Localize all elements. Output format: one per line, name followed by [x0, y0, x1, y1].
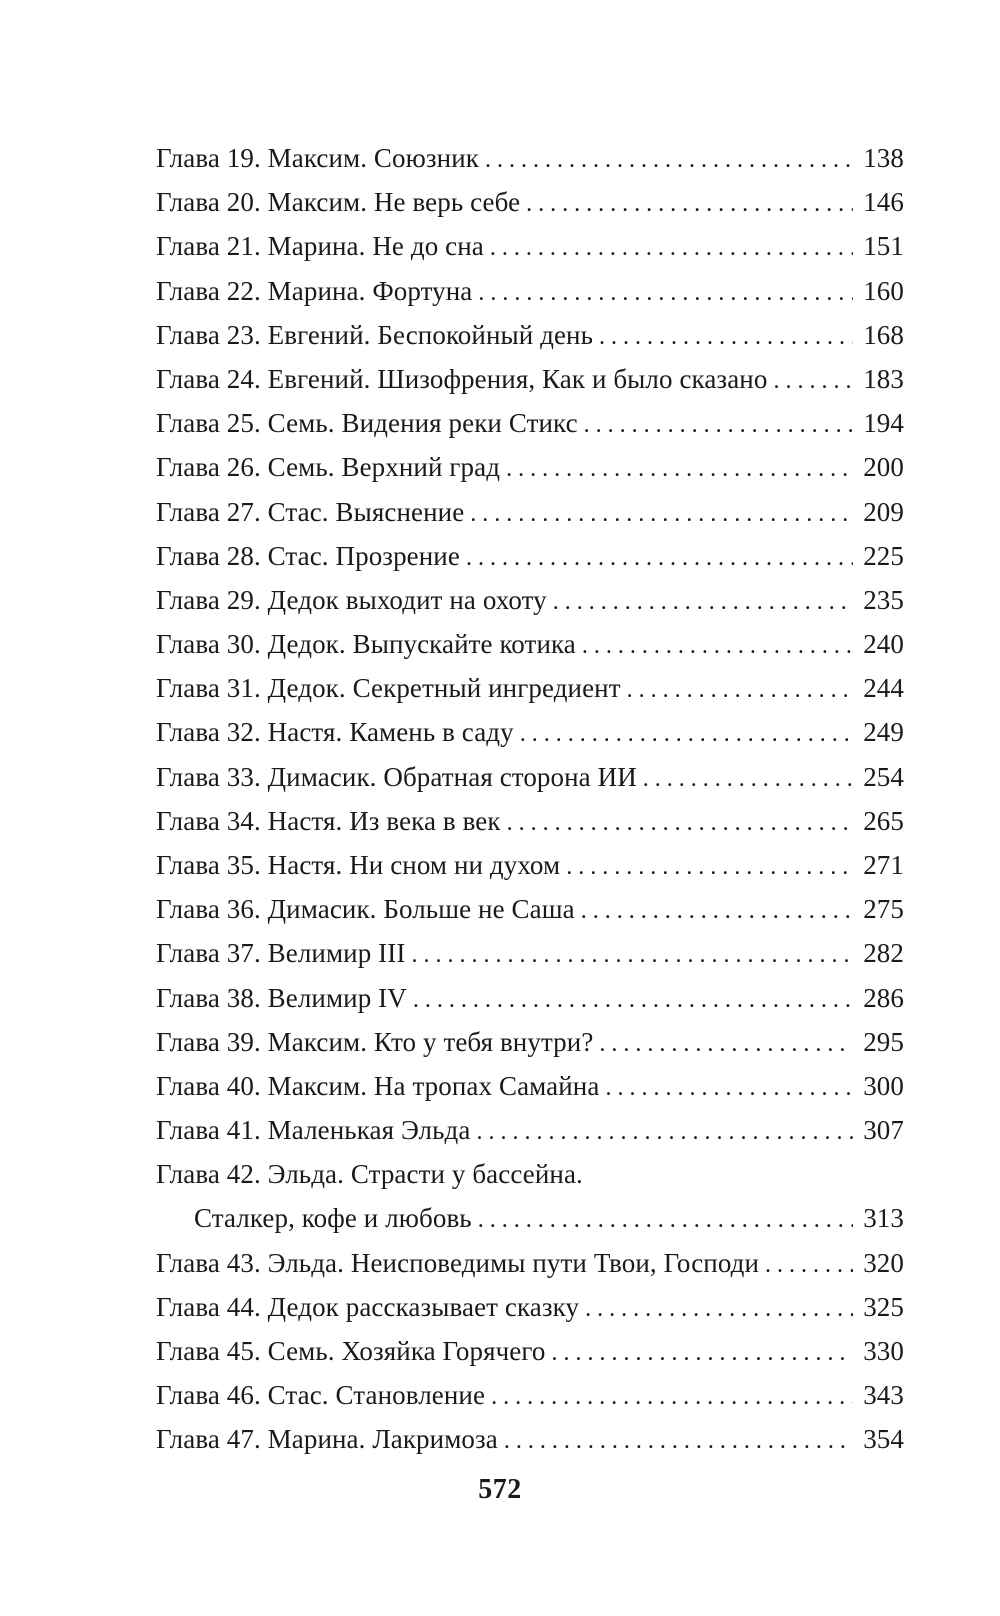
toc-entry	[156, 269, 904, 313]
toc-entry-title: Глава 28. Стас. Прозрение	[156, 540, 460, 571]
dot-leader	[476, 1110, 853, 1152]
toc-entry-page: 330	[863, 1335, 904, 1366]
dot-leader	[490, 226, 853, 268]
toc-entry-title: Глава 19. Максим. Союзник	[156, 143, 479, 173]
dot-leader	[470, 492, 853, 534]
toc-entry	[156, 1285, 904, 1329]
toc-entry-page: 307	[863, 1115, 904, 1146]
toc-entry-row	[156, 401, 904, 445]
toc-entry	[156, 1020, 904, 1064]
toc-entry-row	[156, 1373, 904, 1417]
toc-entry-title: Глава 41. Маленькая Эльда	[156, 1115, 471, 1146]
toc-entry-page: 200	[863, 452, 904, 483]
toc-entry-page: 160	[863, 275, 904, 306]
dot-leader	[582, 624, 853, 666]
toc-entry	[156, 710, 904, 754]
toc-entry-row	[156, 136, 904, 180]
toc-entry	[156, 1064, 904, 1108]
toc-entry	[156, 799, 904, 843]
toc-entry-row	[156, 1064, 904, 1108]
toc-entry-row	[156, 1417, 904, 1461]
toc-entry-page: 194	[863, 408, 904, 439]
toc-entry	[156, 666, 904, 710]
toc-entry-page: 240	[863, 629, 904, 660]
toc-entry-title: Глава 38. Велимир IV	[156, 982, 407, 1013]
toc-entry-row	[156, 534, 904, 578]
toc-entry-row	[156, 1241, 904, 1285]
toc-entry-page: 225	[863, 540, 904, 571]
toc-entry	[156, 755, 904, 799]
dot-leader	[506, 447, 853, 489]
dot-leader	[526, 182, 853, 224]
dot-leader	[765, 1243, 853, 1285]
dot-leader	[605, 1066, 853, 1108]
toc-entry-title: Глава 29. Дедок выходит на охоту	[156, 584, 547, 615]
toc-entry-title: Глава 26. Семь. Верхний град	[156, 452, 501, 483]
toc-entry-row	[156, 799, 904, 843]
toc-entry	[156, 1373, 904, 1417]
toc-entry-page: 320	[863, 1247, 904, 1278]
toc-entry-row	[156, 578, 904, 622]
toc-entry	[156, 1152, 904, 1240]
toc-entry-title: Глава 47. Марина. Лакримоза	[156, 1424, 498, 1455]
toc-entry-page: 265	[863, 805, 904, 836]
toc-entry-page: 343	[863, 1380, 904, 1411]
toc-entry-title: Глава 43. Эльда. Неисповедимы пути Твои, Господи	[156, 1247, 760, 1278]
toc-entry-row	[156, 1020, 904, 1064]
toc-entry	[156, 887, 904, 931]
toc-entry	[156, 136, 904, 180]
toc-entry	[156, 931, 904, 975]
dot-leader	[581, 889, 854, 931]
toc-entry-title: Глава 32. Настя. Камень в саду	[156, 717, 514, 748]
toc-entry	[156, 313, 904, 357]
dot-leader	[566, 845, 853, 887]
dot-leader	[599, 315, 853, 357]
toc-entry-title: Глава 34. Настя. Из века в век	[156, 805, 501, 836]
toc-entry	[156, 843, 904, 887]
dot-leader	[551, 1331, 853, 1373]
toc-entry	[156, 490, 904, 534]
toc-entry	[156, 1241, 904, 1285]
toc-entry-title: Глава 40. Максим. На тропах Самайна	[156, 1070, 600, 1101]
toc-entry-page: 275	[863, 894, 904, 925]
toc-entry-title: Глава 24. Евгений. Шизофрения, Как и было сказано	[156, 363, 768, 394]
toc-entry-title: Глава 44. Дедок рассказывает сказку	[156, 1291, 580, 1322]
dot-leader	[411, 933, 853, 975]
toc-entry	[156, 976, 904, 1020]
toc-entry-title: Глава 33. Димасик. Обратная сторона ИИ	[156, 761, 637, 792]
toc-entry	[156, 1108, 904, 1152]
dot-leader	[773, 359, 853, 401]
toc-entry-row	[156, 313, 904, 357]
toc-entry	[156, 1417, 904, 1461]
toc-entry-title: Глава 27. Стас. Выяснение	[156, 496, 465, 527]
toc-entry-page: 249	[863, 717, 904, 748]
toc-entry-page: 209	[863, 496, 904, 527]
toc-entry-row	[156, 180, 904, 224]
toc-entry-title: Глава 36. Димасик. Больше не Саша	[156, 894, 575, 925]
dot-leader	[485, 138, 853, 180]
toc-entry-title: Глава 46. Стас. Становление	[156, 1380, 486, 1411]
toc-entry-row	[156, 666, 904, 710]
toc-entry-title: Глава 37. Велимир III	[156, 938, 406, 969]
toc-entry-page: 151	[863, 231, 904, 262]
toc-entry-page: 146	[863, 187, 904, 218]
dot-leader	[466, 536, 853, 578]
dot-leader	[643, 757, 853, 799]
toc-entry-row	[156, 755, 904, 799]
toc-entry-page: 138	[863, 143, 904, 173]
toc-entry-row	[156, 224, 904, 268]
toc-entry-row	[156, 887, 904, 931]
toc-entry-row	[156, 1108, 904, 1152]
dot-leader	[491, 1375, 853, 1417]
toc-entry-title: Глава 39. Максим. Кто у тебя внутри?	[156, 1026, 594, 1057]
toc-entry-row	[156, 490, 904, 534]
toc-entry-page: 286	[863, 982, 904, 1013]
dot-leader	[585, 1287, 853, 1329]
toc-entry	[156, 534, 904, 578]
toc-entry-title: Глава 21. Марина. Не до сна	[156, 231, 484, 262]
toc-entry-row	[156, 1196, 904, 1240]
dot-leader	[584, 403, 854, 445]
toc-entry	[156, 357, 904, 401]
dot-leader	[478, 1198, 853, 1240]
toc-entry-title-continuation: Сталкер, кофе и любовь	[194, 1203, 472, 1234]
dot-leader	[553, 580, 853, 622]
dot-leader	[413, 978, 853, 1020]
toc-entry-title: Глава 22. Марина. Фортуна	[156, 275, 473, 306]
toc-entry-page: 282	[863, 938, 904, 969]
toc-entry-page: 244	[863, 673, 904, 704]
toc-entry	[156, 578, 904, 622]
toc-entry-page: 254	[863, 761, 904, 792]
toc-entry-page: 313	[863, 1203, 904, 1234]
toc-entry-row	[156, 843, 904, 887]
dot-leader	[507, 801, 854, 843]
dot-leader	[504, 1419, 853, 1461]
toc-entry-row	[156, 445, 904, 489]
toc-entry-title: Глава 42. Эльда. Страсти у бассейна.	[156, 1159, 583, 1190]
toc-entry	[156, 445, 904, 489]
toc-entry	[156, 622, 904, 666]
toc-entry-row	[156, 976, 904, 1020]
toc-entry-page: 235	[863, 584, 904, 615]
toc-entry-page: 300	[863, 1070, 904, 1101]
toc-entry-title: Глава 20. Максим. Не верь себе	[156, 187, 521, 218]
toc-entry-title: Глава 30. Дедок. Выпускайте котика	[156, 629, 576, 660]
toc-entry-page: 354	[863, 1424, 904, 1455]
toc-entry-title: Глава 45. Семь. Хозяйка Горячего	[156, 1335, 546, 1366]
toc-entry-row	[156, 1285, 904, 1329]
dot-leader	[478, 271, 853, 313]
toc-entry	[156, 224, 904, 268]
dot-leader	[627, 668, 854, 710]
toc-entry-page: 325	[863, 1291, 904, 1322]
toc-entry-row	[156, 269, 904, 313]
page-number: 572	[478, 1474, 522, 1505]
toc-entry-row	[156, 931, 904, 975]
table-of-contents	[156, 136, 904, 1461]
toc-entry	[156, 1329, 904, 1373]
toc-entry-row	[156, 622, 904, 666]
dot-leader	[520, 712, 853, 754]
toc-entry-title: Глава 35. Настя. Ни сном ни духом	[156, 850, 561, 880]
toc-entry-row	[156, 710, 904, 754]
toc-entry-page: 271	[863, 850, 904, 880]
toc-entry	[156, 401, 904, 445]
toc-entry-page: 183	[863, 363, 904, 394]
toc-entry-page: 168	[863, 319, 904, 350]
toc-entry-row	[156, 1329, 904, 1373]
toc-entry-title: Глава 31. Дедок. Секретный ингредиент	[156, 673, 621, 704]
toc-entry-title: Глава 25. Семь. Видения реки Стикс	[156, 408, 578, 439]
toc-entry	[156, 180, 904, 224]
dot-leader	[599, 1022, 853, 1064]
toc-entry-title: Глава 23. Евгений. Беспокойный день	[156, 319, 594, 350]
toc-entry-page: 295	[863, 1026, 904, 1057]
toc-entry-row	[156, 357, 904, 401]
